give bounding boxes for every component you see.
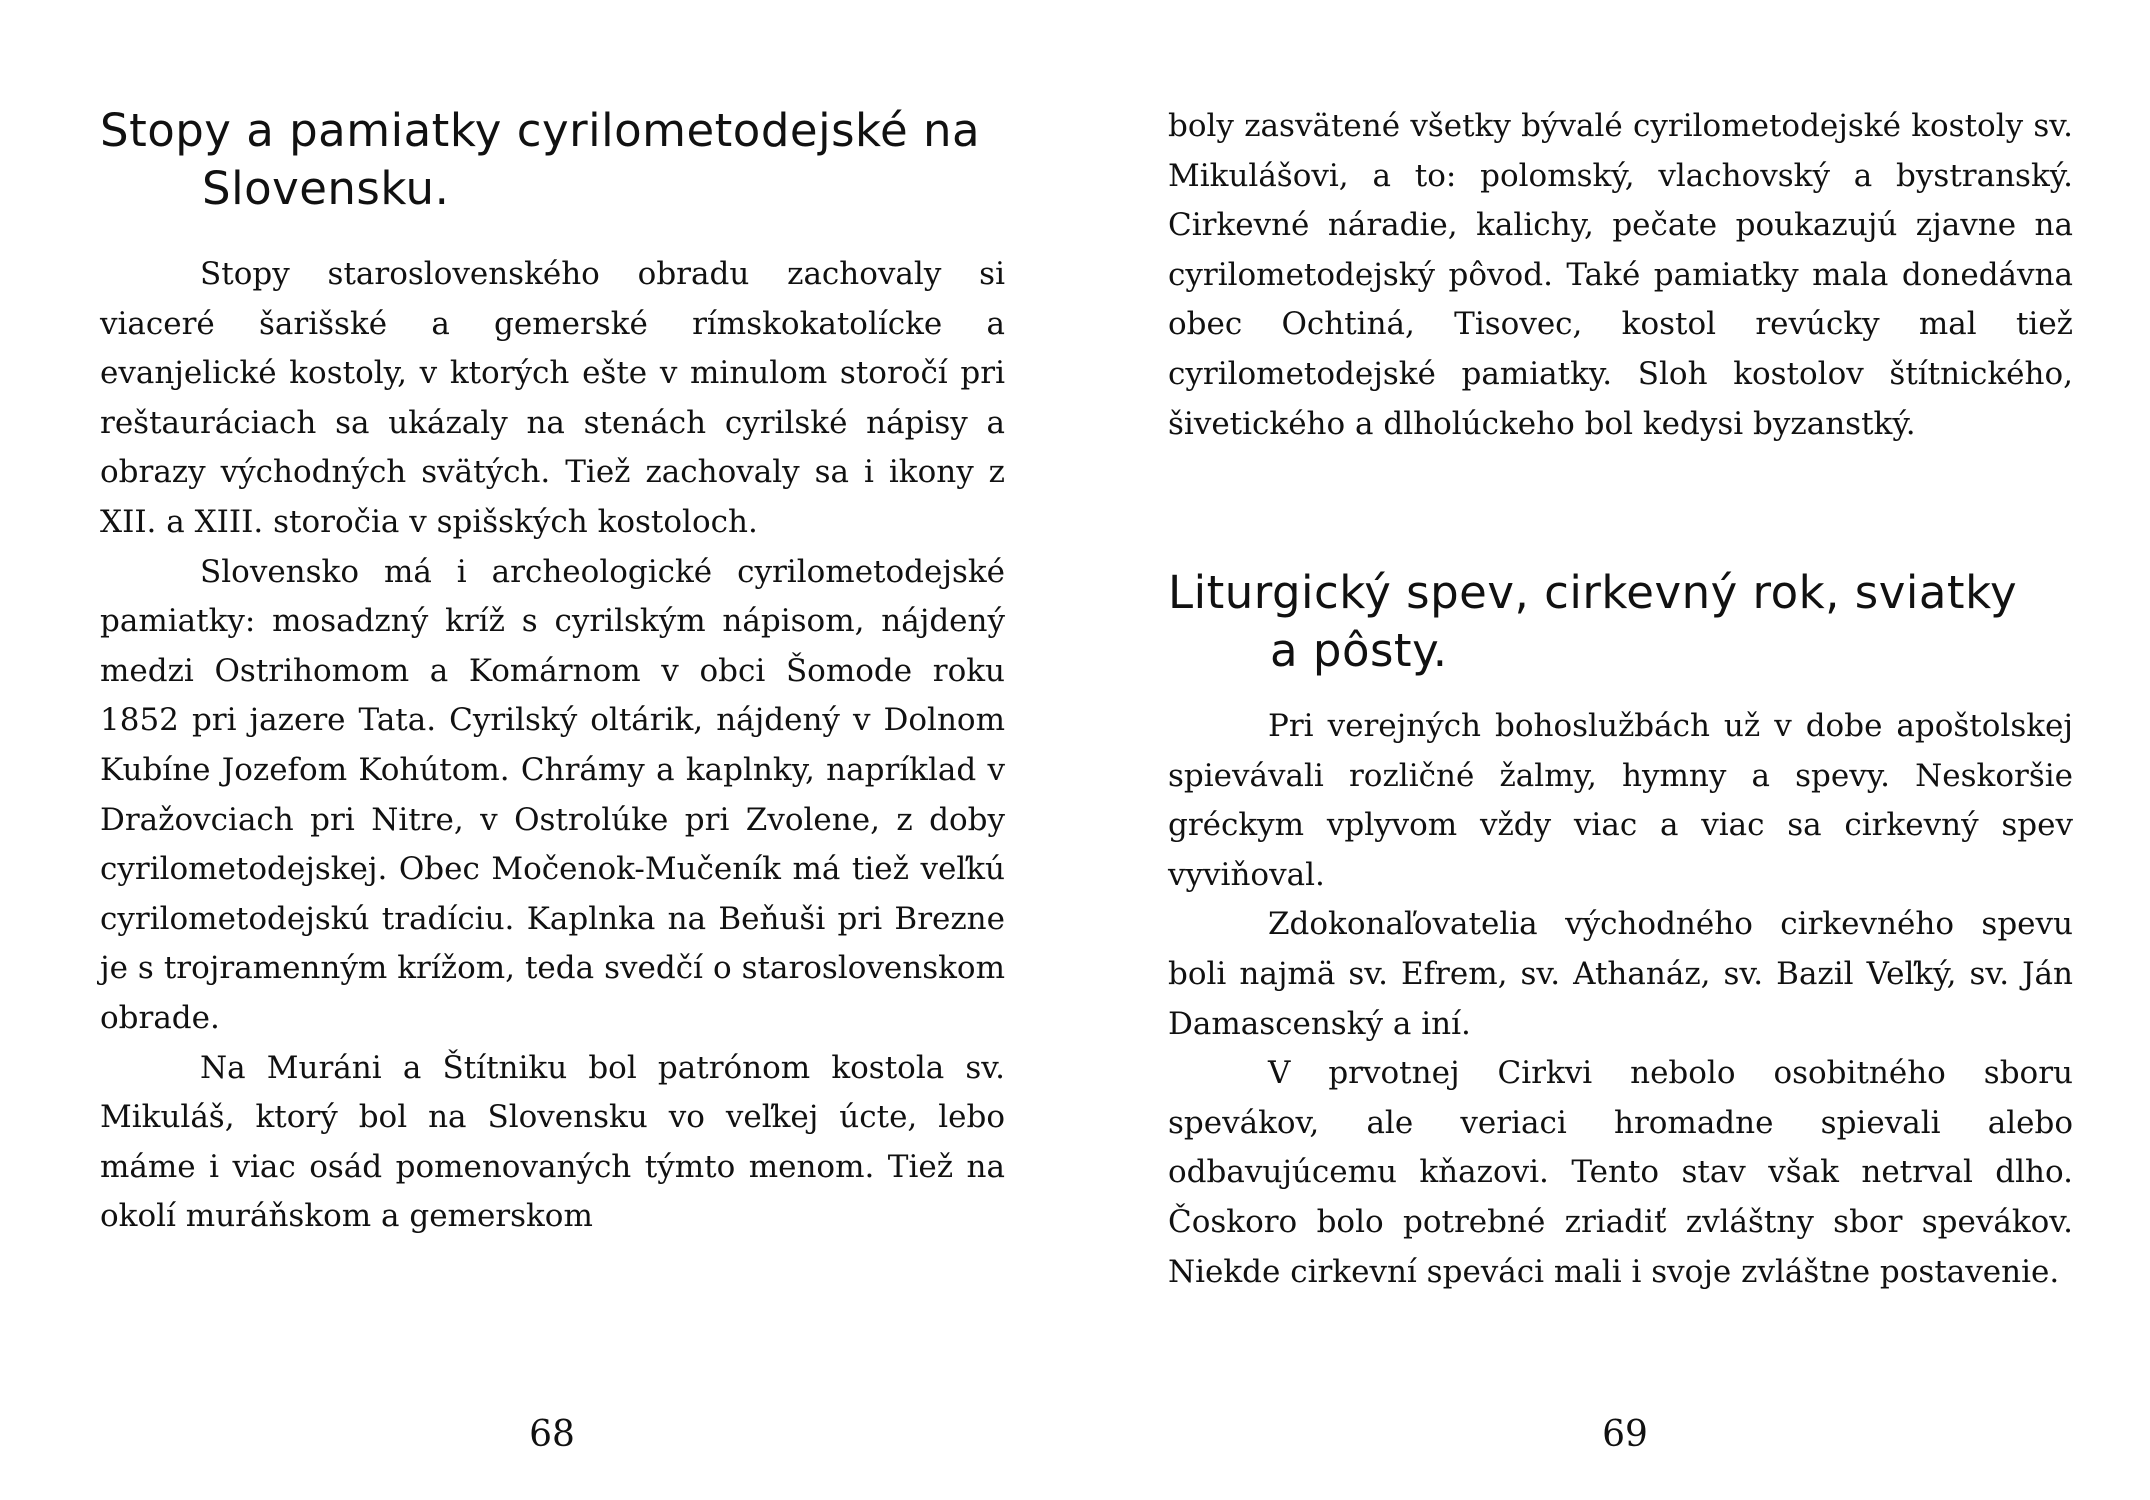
left-heading-line-1: Stopy a pamiatky cyrilometodejské na bbox=[100, 104, 981, 157]
right-page-number: 69 bbox=[1602, 1414, 1648, 1455]
right-page-continuation bbox=[1168, 102, 2073, 449]
left-heading-line-2: Slovensku. bbox=[202, 162, 450, 215]
right-continued-paragraph: boly zasvätené všetky bývalé cyrilometodejské kostoly sv. Mikulášovi, a to: polomský, vlachovský a bystranský. Cirkevné náradie, kalichy, pečate poukazujú zjavne na cyrilometodejský pôvod. Také pamiatky mala donedávna obec Ochtiná, Tisovec, kostol revúcky mal tiež cyrilometodejské pamiatky. Sloh kostolov štítnického, šivetického a dlholúckeho bol kedysi byzanstký. bbox=[1168, 108, 2073, 442]
left-page-heading bbox=[100, 102, 1005, 218]
right-page-body bbox=[1168, 702, 2073, 1297]
right-heading-line-1: Liturgický spev, cirkevný rok, sviatky bbox=[1168, 566, 2018, 619]
left-page-number: 68 bbox=[529, 1414, 575, 1455]
left-paragraph-3: Na Muráni a Štítniku bol patrónom kostola sv. Mikuláš, ktorý bol na Slovensku vo veľkej úcte, lebo máme i viac osád pomenovaných týmto menom. Tiež na okolí muráňskom a gemerskom bbox=[100, 1049, 1005, 1235]
left-page-body bbox=[100, 250, 1005, 1242]
right-paragraph-3: V prvotnej Cirkvi nebolo osobitného sboru spevákov, ale veriaci hromadne spievali alebo odbavujúcemu kňazovi. Tento stav však netrval dlho. Čoskoro bolo potrebné zriadiť zvláštny sbor spevákov. Niekde cirkevní speváci mali i svoje zvláštne postavenie. bbox=[1168, 1055, 2073, 1290]
left-page bbox=[100, 0, 1005, 1500]
right-paragraph-2: Zdokonaľovatelia východného cirkevného spevu boli najmä sv. Efrem, sv. Athanáz, sv. Bazil Veľký, sv. Ján Damascenský a iní. bbox=[1168, 906, 2073, 1042]
right-page-heading bbox=[1168, 564, 2073, 680]
left-paragraph-1: Stopy staroslovenského obradu zachovaly si viaceré šarišské a gemerské rímskokatolícke a evanjelické kostoly, v ktorých ešte v minulom storočí pri reštauráciach sa ukázaly na stenách cyrilské nápisy a obrazy východných svätých. Tiež zachovaly sa i ikony z XII. a XIII. storočia v spišských kostoloch. bbox=[100, 256, 1005, 540]
right-page bbox=[1168, 0, 2073, 1500]
right-paragraph-1: Pri verejných bohoslužbách už v dobe apoštolskej spievávali rozličné žalmy, hymny a spevy. Neskoršie gréckym vplyvom vždy viac a viac sa cirkevný spev vyviňoval. bbox=[1168, 708, 2073, 893]
left-paragraph-2: Slovensko má i archeologické cyrilometodejské pamiatky: mosadzný kríž s cyrilským nápisom, nájdený medzi Ostrihomom a Komárnom v obci Šomode roku 1852 pri jazere Tata. Cyrilský oltárik, nájdený v Dolnom Kubíne Jozefom Kohútom. Chrámy a kaplnky, napríklad v Dražovciach pri Nitre, v Ostrolúke pri Zvolene, z doby cyrilometodejskej. Obec Močenok-Mučeník má tiež veľkú cyrilometodejskú tradíciu. Kaplnka na Beňuši pri Brezne je s trojramenným krížom, teda svedčí o staroslovenskom obrade. bbox=[100, 553, 1005, 1036]
right-heading-line-2: a pôsty. bbox=[1270, 624, 1448, 677]
